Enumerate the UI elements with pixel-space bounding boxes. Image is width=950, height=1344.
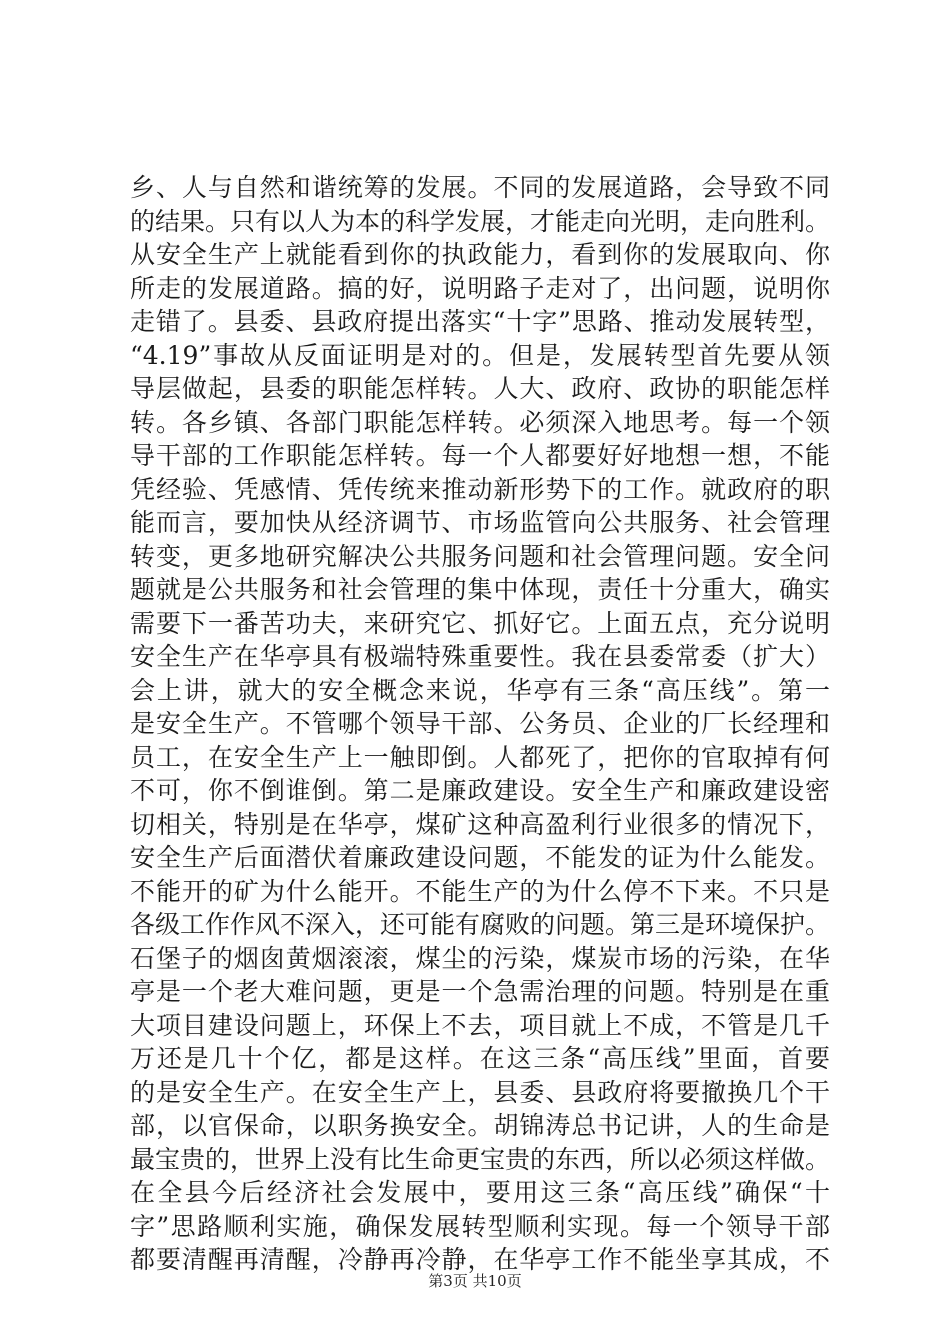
text-line: 大项目建设问题上，环保上不去，项目就上不成，不管是几千 [130, 1010, 830, 1040]
text-line: 部，以官保命，以职务换安全。胡锦涛总书记讲，人的生命是 [130, 1111, 830, 1140]
text-line: 的是安全生产。在安全生产上，县委、县政府将要撤换几个干 [130, 1077, 830, 1107]
text-line: 安全生产在华亭具有极端特殊重要性。我在县委常委（扩大） [130, 642, 830, 671]
text-line: 亭是一个老大难问题，更是一个急需治理的问题。特别是在重 [130, 977, 830, 1006]
text-line: 都要清醒再清醒，冷静再冷静，在华亭工作不能坐享其成，不 [130, 1245, 830, 1274]
text-line: 乡、人与自然和谐统筹的发展。不同的发展道路，会导致不同 [130, 173, 830, 202]
text-line: 石堡子的烟囱黄烟滚滚，煤尘的污染，煤炭市场的污染，在华 [130, 943, 830, 973]
text-line: 员工，在安全生产上一触即倒。人都死了，把你的官取掉有何 [130, 742, 830, 772]
text-line: “4.19”事故从反面证明是对的。但是，发展转型首先要从领 [130, 340, 830, 370]
text-line: 的结果。只有以人为本的科学发展，才能走向光明，走向胜利。 [130, 206, 831, 236]
text-line: 切相关，特别是在华亭，煤矿这种高盈利行业很多的情况下， [130, 809, 830, 839]
text-line: 不能开的矿为什么能开。不能生产的为什么停不下来。不只是 [130, 876, 830, 906]
text-line: 字”思路顺利实施，确保发展转型顺利实现。每一个领导干部 [130, 1211, 830, 1241]
page-footer: 第3页 共10页 [428, 1272, 522, 1290]
text-line: 凭经验、凭感情、凭传统来推动新形势下的工作。就政府的职 [130, 474, 830, 504]
text-line: 是安全生产。不管哪个领导干部、公务员、企业的厂长经理和 [130, 709, 830, 738]
text-line: 所走的发展道路。搞的好，说明路子走对了，出问题，说明你 [130, 273, 830, 303]
text-line: 转。各乡镇、各部门职能怎样转。必须深入地思考。每一个领 [130, 407, 830, 437]
text-line: 最宝贵的，世界上没有比生命更宝贵的东西，所以必须这样做。 [130, 1144, 831, 1174]
text-line: 不可，你不倒谁倒。第二是廉政建设。安全生产和廉政建设密 [130, 776, 830, 805]
text-line: 会上讲，就大的安全概念来说，华亭有三条“高压线”。第一 [130, 675, 830, 705]
text-line: 在全县今后经济社会发展中，要用这三条“高压线”确保“十 [130, 1178, 830, 1207]
text-line: 导干部的工作职能怎样转。每一个人都要好好地想一想，不能 [130, 441, 830, 470]
text-line: 从安全生产上就能看到你的执政能力，看到你的发展取向、你 [130, 240, 830, 269]
text-line: 万还是几十个亿，都是这样。在这三条“高压线”里面，首要 [130, 1044, 830, 1073]
text-line: 题就是公共服务和社会管理的集中体现，责任十分重大，确实 [130, 575, 830, 604]
text-line: 需要下一番苦功夫，来研究它、抓好它。上面五点，充分说明 [130, 608, 830, 638]
text-line: 转变，更多地研究解决公共服务问题和社会管理问题。安全问 [130, 541, 830, 571]
body-text [130, 171, 830, 1277]
text-line: 能而言，要加快从经济调节、市场监管向公共服务、社会管理 [130, 508, 830, 537]
text-line: 导层做起，县委的职能怎样转。人大、政府、政协的职能怎样 [130, 374, 830, 403]
text-line: 各级工作作风不深入，还可能有腐败的问题。第三是环境保护。 [130, 910, 831, 939]
text-line: 走错了。县委、县政府提出落实“十字”思路、推动发展转型， [130, 307, 830, 336]
text-line: 安全生产后面潜伏着廉政建设问题，不能发的证为什么能发。 [130, 843, 830, 872]
